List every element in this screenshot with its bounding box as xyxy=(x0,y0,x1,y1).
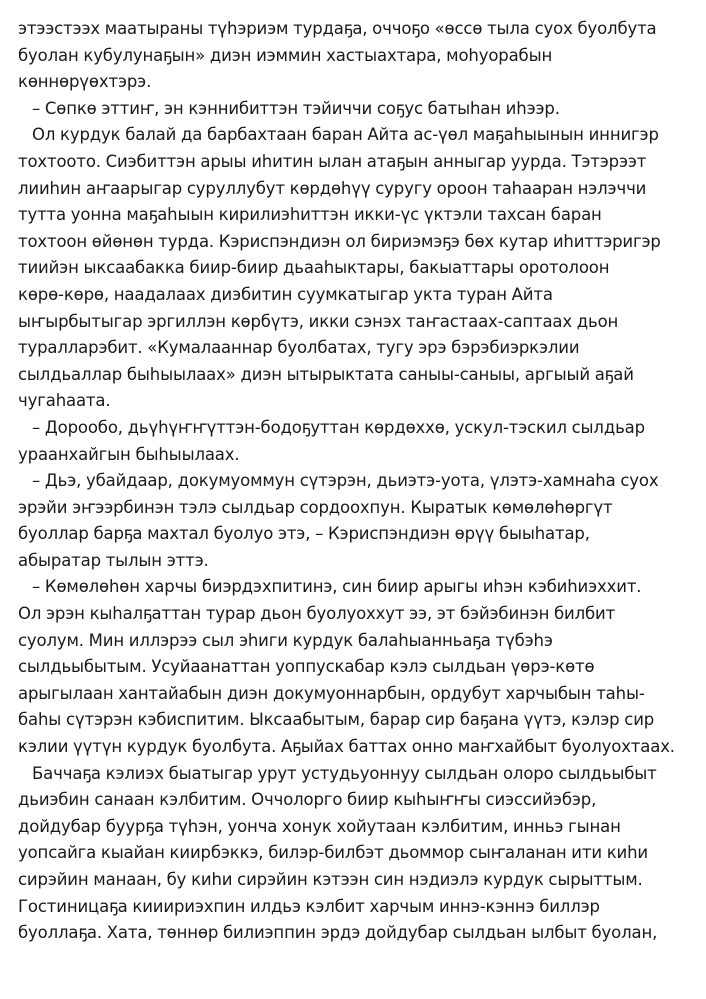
text-line: Гостиницаҕа кииириэхпин илдьэ кэлбит харчым иннэ-кэннэ биллэр xyxy=(18,896,600,916)
text-line: суолум. Мин иллэрээ сыл эһиги курдук балаһыанньаҕа түбэһэ xyxy=(18,630,553,650)
text-line: – Сөпкө эттиҥ, эн кэннибиттэн тэйиччи соҕус батыһан иһээр. xyxy=(32,98,560,118)
text-line: тутта уонна маҕаһыын кирилиэһиттэн икки-үс үктэли тахсан баран xyxy=(18,205,602,225)
paragraph xyxy=(18,761,698,947)
paragraph xyxy=(18,122,698,415)
text-line: буоллаҕа. Хата, төннөр билиэппин эрдэ дойдубар сылдьан ылбыт буолан, xyxy=(18,923,658,943)
text-line: этээстээх маатыраны түһэриэм турдаҕа, оччоҕо «өссө тыла суох буолбута xyxy=(18,19,657,38)
text-line: баһы сүтэрэн кэбиспитим. Ыксаабытым, барар сир баҕана үүтэ, кэлэр сир xyxy=(18,710,655,730)
text-line: абыратар тылын эттэ. xyxy=(18,550,209,570)
text-line: чугаһаата. xyxy=(18,391,111,411)
text-line: көрө-көрө, наадалаах диэбитин суумкатыгар укта туран Айта xyxy=(18,284,553,304)
text-line: сылдьыбытым. Усуйаанаттан уоппускабар кэлэ сылдьан үөрэ-көтө xyxy=(18,657,595,677)
text-line: Ол эрэн кыһалҕаттан турар дьон буолуоххут ээ, эт бэйэбинэн билбит xyxy=(18,604,616,624)
text-line: уопсайга кыайан киирбэккэ, билэр-билбэт дьоммор сыҥаланан ити киһи xyxy=(18,843,648,863)
paragraph xyxy=(18,96,698,123)
paragraph xyxy=(18,574,698,760)
text-line: ураанхайгын быһыылаах. xyxy=(18,444,240,464)
text-line: тохтоон өйөнөн турда. Кэриспэндиэн ол бириэмэҕэ бөх кутар иһиттэригэр xyxy=(18,231,661,251)
text-line: Баччаҕа кэлиэх быатыгар урут устудьуоннуу сылдьан олоро сылдьыбыт xyxy=(32,763,657,783)
text-line: тиийэн ыксаабакка биир-биир дьааһыктары, бакыаттары оротолоон xyxy=(18,258,610,278)
text-line: сылдьаллар быһыылаах» диэн ытырыктата саныы-саныы, аргыый аҕай xyxy=(18,364,634,384)
text-line: көннөрүөхтэрэ. xyxy=(18,72,152,92)
body-text xyxy=(18,16,698,947)
text-line: туралларэбит. «Кумалааннар буолбатах, тугу эрэ бэрэбиэркэлии xyxy=(18,338,580,358)
text-line: – Дорообо, дьүһүҥҥүттэн-бодоҕуттан көрдөххө, ускул-тэскил сылдьар xyxy=(32,417,645,437)
text-line: эрэйи эҥээрбинэн тэлэ сылдьар сордоохпун. Кыратык көмөлөһөргүт xyxy=(18,497,613,517)
text-line: буоллар барҕа махтал буолуо этэ, – Кэриспэндиэн өрүү быыһатар, xyxy=(18,524,590,544)
text-line: арыгылаан хантайабын диэн докумуоннарбын, ордубут харчыбын таһы- xyxy=(18,683,645,703)
text-line: дойдубар буурҕа түһэн, уонча хонук хойутаан кэлбитим, инньэ гынан xyxy=(18,816,621,836)
text-line: ыҥырбытыгар эргиллэн көрбүтэ, икки сэнэх таҥастаах-саптаах дьон xyxy=(18,311,619,331)
text-line: – Дьэ, убайдаар, докумуоммун сүтэрэн, дьиэтэ-уота, үлэтэ-хамнаһа суох xyxy=(32,471,659,491)
text-line: буолан кубулунаҕын» диэн иэммин хастыахтара, моһуорабын xyxy=(18,45,553,65)
paragraph xyxy=(18,415,698,468)
paragraph xyxy=(18,468,698,574)
text-line: кэлии үүтүн курдук буолбута. Аҕыйах баттах онно маҥхайбыт буолуохтаах. xyxy=(18,737,675,757)
text-line: – Көмөлөһөн харчы биэрдэхпитинэ, син биир арыгы иһэн кэбиһиэххит. xyxy=(32,577,642,597)
text-line: сирэйин манаан, бу киһи сирэйин кэтээн син нэдиэлэ курдук сырыттым. xyxy=(18,870,643,889)
text-line: тохтоото. Сиэбиттэн арыы иһитин ылан атаҕын анныгар уурда. Тэтэрээт xyxy=(18,151,647,171)
text-line: лииһин аҥаарыгар суруллубут көрдөһүү суругу ороон таһааран нэлэччи xyxy=(18,178,647,198)
paragraph xyxy=(18,16,698,96)
text-line: дьиэбин санаан кэлбитим. Оччолорго биир кыһыҥҥы сиэссийэбэр, xyxy=(18,790,597,810)
text-line: Ол курдук балай да барбахтаан баран Айта ас-үөл маҕаһыынын иннигэр xyxy=(32,125,659,145)
document-page xyxy=(18,16,698,947)
